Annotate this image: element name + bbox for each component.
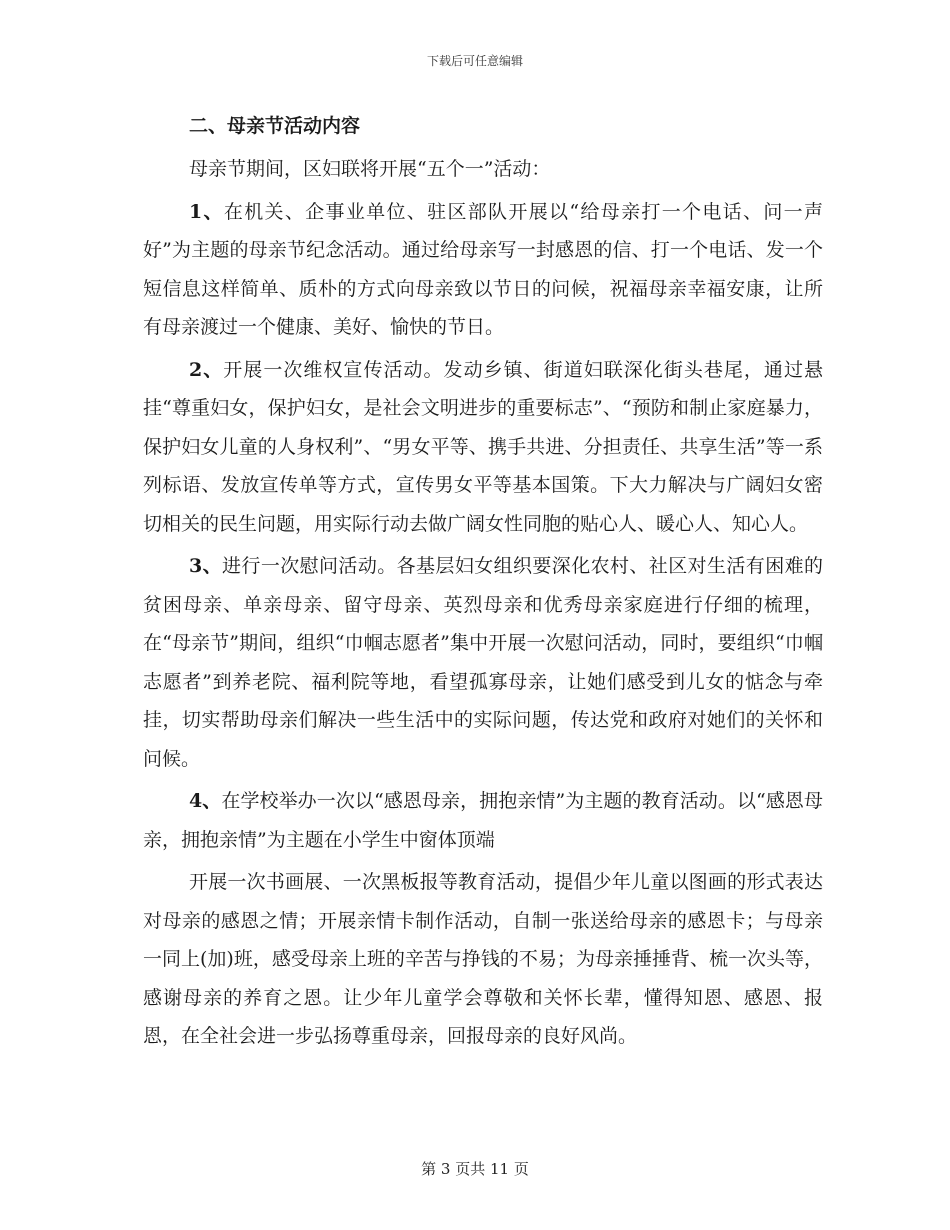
page-header-note: 下载后可任意编辑 [426, 54, 523, 68]
page-number: 第 3 页共 11 页 [421, 1160, 529, 1178]
item-number-1: 1、 [189, 200, 224, 223]
section-heading: 二、母亲节活动内容 [189, 115, 361, 137]
item-paragraph-4 [143, 782, 823, 859]
intro-paragraph: 母亲节期间，区妇联将开展“五个一”活动： [189, 158, 551, 180]
item-paragraph-2 [143, 351, 823, 544]
item-number-3: 3、 [189, 555, 223, 577]
item-text-4: 在学校举办一次以“感恩母亲，拥抱亲情”为主题的教育活动。以“感恩母亲，拥抱亲情”为主题在小学生中窗体顶端 [143, 790, 823, 851]
item-number-2: 2、 [189, 358, 224, 381]
item-number-4: 4、 [189, 790, 222, 812]
item-text-1: 在机关、企事业单位、驻区部队开展以“给母亲打一个电话、问一声好”为主题的母亲节纪念活动。通过给母亲写一封感恩的信、打一个电话、发一个短信息这样简单、质朴的方式向母亲致以节日的问候，祝福母亲幸福安康，让所有母亲渡过一个健康、美好、愉快的节日。 [143, 200, 823, 338]
document-body [143, 108, 823, 1060]
item-text-2: 开展一次维权宣传活动。发动乡镇、街道妇联深化街头巷尾，通过悬挂“尊重妇女，保护妇女，是社会文明进步的重要标志”、“预防和制止家庭暴力，保护妇女儿童的人身权利”、“男女平等、携手共进、分担责任、共享生活”等一系列标语、发放宣传单等方式，宣传男女平等基本国策。下大力解决与广阔妇女密切相关的民生问题，用实际行动去做广阔女性同胞的贴心人、暖心人、知心人。 [143, 358, 823, 535]
continuation-paragraph: 开展一次书画展、一次黑板报等教育活动，提倡少年儿童以图画的形式表达对母亲的感恩之情；开展亲情卡制作活动，自制一张送给母亲的感恩卡；与母亲一同上(加)班，感受母亲上班的辛苦与挣钱的不易；为母亲捶捶背、梳一次头等，感谢母亲的养育之恩。让少年儿童学会尊敬和关怀长辈，懂得知恩、感恩、报恩，在全社会进一步弘扬尊重母亲，回报母亲的良好风尚。 [143, 871, 823, 1047]
item-paragraph-3 [143, 547, 823, 778]
item-paragraph-1 [143, 193, 823, 347]
item-text-3: 进行一次慰问活动。各基层妇女组织要深化农村、社区对生活有困难的贫困母亲、单亲母亲、留守母亲、英烈母亲和优秀母亲家庭进行仔细的梳理，在“母亲节”期间，组织“巾帼志愿者”集中开展一次慰问活动，同时，要组织“巾帼志愿者”到养老院、福利院等地，看望孤寡母亲，让她们感受到儿女的惦念与牵挂，切实帮助母亲们解决一些生活中的实际问题，传达党和政府对她们的关怀和问候。 [143, 555, 823, 770]
